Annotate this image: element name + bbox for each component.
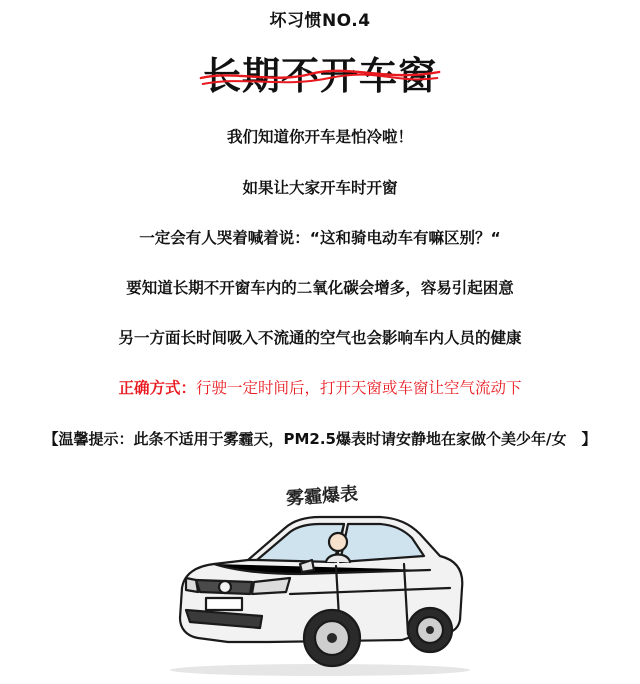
page-title: [203, 48, 437, 104]
warm-tip: 【温馨提示：此条不适用于雾霾天，PM2.5爆表时请安静地在家做个美少年/女 】: [43, 430, 597, 448]
body-line-4: 要知道长期不开窗车内的二氧化碳会增多，容易引起困意: [126, 279, 514, 297]
body-line-3: 一定会有人哭着喊着说：“这和骑电动车有嘛区别？“: [139, 229, 501, 247]
body-line-2: 如果让大家开车时开窗: [242, 179, 398, 197]
correct-method: [0, 376, 640, 398]
correct-method-text: 行驶一定时间后，打开天窗或车窗让空气流动下: [196, 379, 522, 397]
body-line-1: 我们知道你开车是怕冷啦！: [226, 128, 413, 146]
title-block: [0, 48, 640, 104]
car-illustration: [0, 470, 640, 684]
smog-caption: 雾霾爆表: [285, 483, 359, 510]
correct-method-label: 正确方式：: [118, 379, 196, 397]
car-icon: [170, 517, 470, 676]
page-title-text: 长期不开车窗: [202, 54, 437, 98]
section-heading: 坏习惯NO.4: [269, 11, 371, 31]
body-line-5: 另一方面长时间吸入不流通的空气也会影响车内人员的健康: [118, 329, 522, 347]
